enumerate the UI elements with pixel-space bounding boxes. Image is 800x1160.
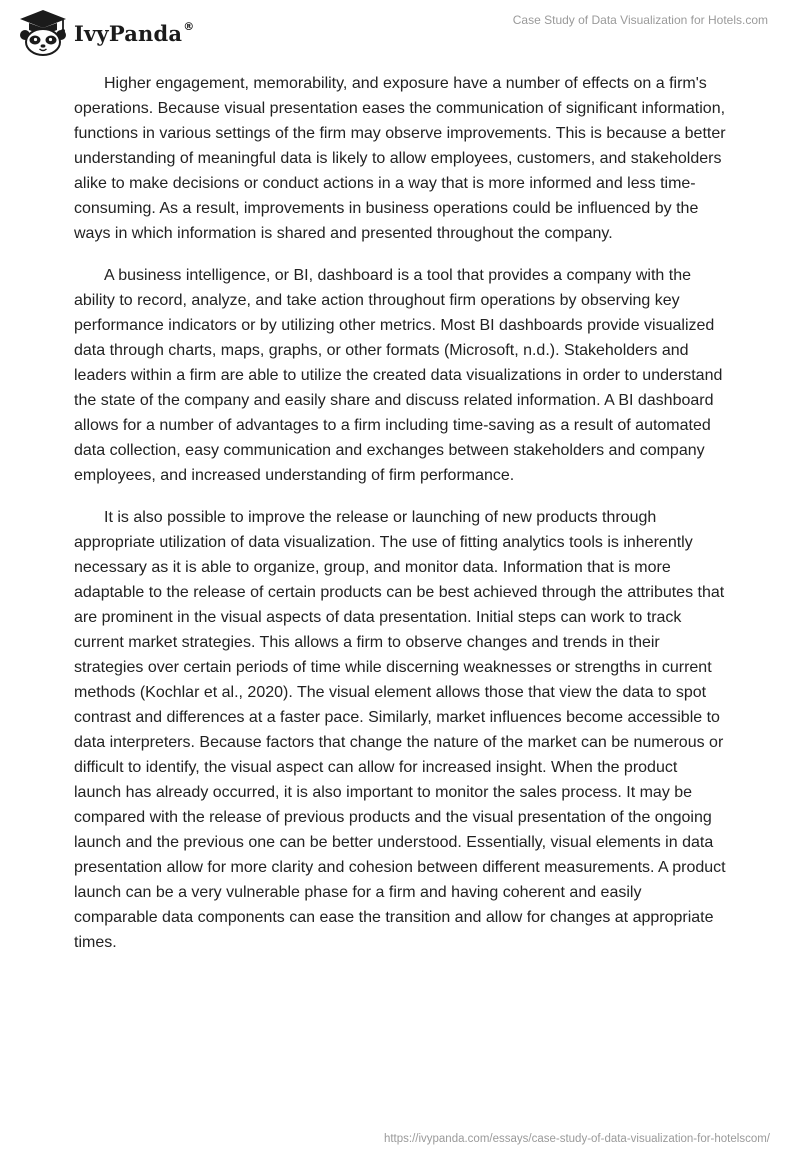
essay-body [74, 71, 728, 972]
source-url-link[interactable]: https://ivypanda.com/essays/case-study-of-data-visualization-for-hotelscom/ [383, 1133, 770, 1145]
paragraph: It is also possible to improve the release or launching of new products through appropriate utilization of data visualization. The use of fitting analytics tools is inherently necessary as it is able to organize, group, and monitor data. Information that is more adaptable to the release of certain products can be best achieved through the attributes that are prominent in the visual aspects of data presentation. Initial steps can work to track current market strategies. This allows a firm to observe changes and trends in their strategies over certain periods of time while discerning weaknesses or strengths in current methods (Kochlar et al., 2020). The visual element allows those that view the data to spot contrast and differences at a faster pace. Similarly, market influences become accessible to data interpreters. Because factors that change the nature of the market can be numerous or difficult to identify, the visual aspect can allow for increased insight. When the product launch has already occurred, it is also important to monitor the sales process. It may be compared with the release of previous products and the visual presentation of the ongoing launch and the previous one can be better understood. Essentially, visual elements in data presentation allow for more clarity and cohesion between different measurements. A product launch can be a very vulnerable phase for a firm and having coherent and easily comparable data components can ease the transition and allow for changes at appropriate times. [74, 509, 726, 951]
paragraph: Higher engagement, memorability, and exposure have a number of effects on a firm's operations. Because visual presentation eases the communication of significant information, functions in various settings of the firm may observe improvements. This is because a better understanding of meaningful data is likely to allow employees, customers, and stakeholders alike to make decisions or conduct actions in a way that is more informed and less time-consuming. As a result, improvements in business operations could be influenced by the ways in which information is shared and presented throughout the company. [74, 75, 726, 242]
registered-mark: ® [183, 19, 195, 33]
paragraph: A business intelligence, or BI, dashboard is a tool that provides a company with the ability to record, analyze, and take action throughout firm operations by observing key performance indicators or by utilizing other metrics. Most BI dashboards provide visualized data through charts, maps, graphs, or other formats (Microsoft, n.d.). Stakeholders and leaders within a firm are able to utilize the created data visualizations in order to understand the state of the company and easily share and discuss related information. A BI dashboard allows for a number of advantages to a firm including time-saving as a result of automated data collection, easy communication and exchanges between stakeholders and company employees, and increased understanding of firm performance. [74, 267, 723, 484]
page-header [0, 0, 800, 60]
brand-name: IvyPanda® [74, 19, 195, 46]
document-title: Case Study of Data Visualization for Hotels.com [512, 13, 768, 27]
brand-logo[interactable] [14, 8, 194, 56]
panda-graduation-cap-icon [14, 8, 72, 56]
